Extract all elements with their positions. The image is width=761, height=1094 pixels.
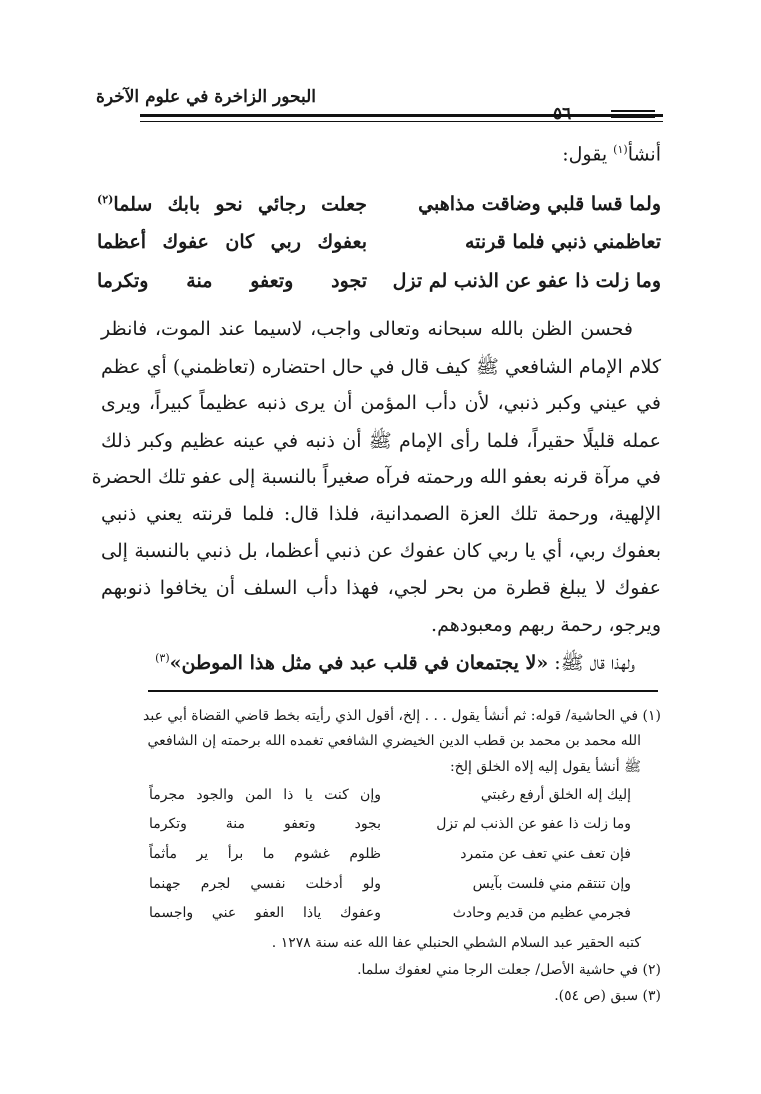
footnote-verse-first-hemistich: وما زلت ذا عفو عن الذنب لم تزل: [436, 816, 631, 832]
verse-1-first-hemistich: ولما قسا قلبي وضاقت مذاهبي: [418, 193, 661, 215]
footnote-verse-second-hemistich: ولو أدخلت نفسي لجرم جهنما: [149, 876, 381, 892]
footnote-verse-second-hemistich: وإن كنت يا ذا المن والجود مجرماً: [149, 787, 381, 803]
header-rule-thin: [140, 121, 663, 122]
footnote-1-line: ﷺ أنشأ يقول إليه إلاه الخلق إلخ:: [449, 759, 641, 775]
footnote-verse-second-hemistich: ظلوم غشوم ما برأ ير مأثماً: [149, 846, 381, 862]
paragraph-line: كلام الإمام الشافعي ﷺ كيف قال في حال احتضاره (تعاظمني) أي عظم: [101, 356, 661, 378]
paragraph-line: بعفوك ربي، أي يا ربي كان عفوك عن ذنبي أعظما، بل ذنبي بالنسبة إلى: [101, 540, 661, 562]
paragraph-line: ويرجو، رحمة ربهم ومعبودهم.: [431, 614, 661, 636]
header-rule: [140, 114, 663, 117]
footnote-1-signature: كتبه الحقير عبد السلام الشطي الحنبلي عفا الله عنه سنة ١٢٧٨ .: [271, 935, 641, 951]
footnote-verse-second-hemistich: وعفوك ياذا العفو عني واجسما: [149, 905, 381, 921]
paragraph-line: عفوك لا يبلغ قطرة من بحر لجي، فهذا دأب السلف أن يخافوا ذنوبهم: [101, 577, 661, 599]
paragraph-line: في عيني وكبر ذنبي، لأن دأب المؤمن أن يرى ذنبه عظيماً كبيراً، ويرى: [101, 392, 661, 414]
footnote-verse-second-hemistich: بجود وتعفو منة وتكرما: [149, 816, 381, 832]
footnote-3: (٣) سبق (ص ٥٤).: [554, 988, 661, 1004]
footnote-separator: [148, 690, 658, 692]
footnote-2: (٢) في حاشية الأصل/ جعلت الرجا مني لعفوك سلما.: [357, 962, 661, 978]
paragraph-line: فحسن الظن بالله سبحانه وتعالى واجب، لاسيما عند الموت، فانظر: [101, 318, 633, 340]
footnote-verse-first-hemistich: فإن تعف عني تعف عن متمرد: [460, 846, 631, 862]
running-header-title: البحور الزاخرة في علوم الآخرة: [95, 87, 316, 107]
hadith-quote: «لا يجتمعان في قلب عبد في مثل هذا الموطن»: [169, 652, 549, 674]
verse-2-first-hemistich: تعاظمني ذنبي فلما قرنته: [464, 231, 661, 253]
hadith-line: ولهذا قال ﷺ: «لا يجتمعان في قلب عبد في مثل هذا الموطن»$^{(٣)}$: [155, 651, 635, 674]
paragraph-line: عمله قليلًا حقيراً، فلما رأى الإمام ﷺ أن ذنبه في عينه عظيم وكبر ذلك: [101, 430, 661, 452]
footnote-1-line: الله محمد بن محمد بن قطب الدين الخيضري الشافعي تغمده الله برحمته إن الشافعي: [147, 733, 641, 749]
footnote-verse-first-hemistich: وإن تنتقم مني فلست بآيس: [472, 876, 631, 892]
verse-3-second-hemistich: تجود وتعفو منة وتكرما: [97, 270, 367, 292]
paragraph-line: في مرآة قرنه بعفو الله ورحمته فرآه صغيراً بالنسبة إلى عفو تلك الحضرة: [91, 466, 661, 488]
intro-line: أنشأ$^{(١)}$ يقول:: [562, 143, 661, 166]
verse-3-first-hemistich: وما زلت ذا عفو عن الذنب لم تزل: [392, 270, 661, 292]
footnote-verse-first-hemistich: فجرمي عظيم من قديم وحادث: [452, 905, 631, 921]
footnote-1-line: (١) في الحاشية/ قوله: ثم أنشأ يقول . . . إلخ، أقول الذي رأيته بخط قاضي القضاة أبي عبد: [143, 708, 661, 724]
verse-2-second-hemistich: بعفوك ربي كان عفوك أعظما: [97, 231, 367, 253]
verse-1-second-hemistich: جعلت رجائي نحو بابك سلما$^{(٢)}$: [97, 193, 367, 216]
footnote-verse-first-hemistich: إليك إله الخلق أرفع رغبتي: [480, 787, 631, 803]
paragraph-line: الإلهية، ورحمة تلك العزة الصمدانية، فلذا قال: فلما قرنته يعني ذنبي: [101, 503, 661, 525]
